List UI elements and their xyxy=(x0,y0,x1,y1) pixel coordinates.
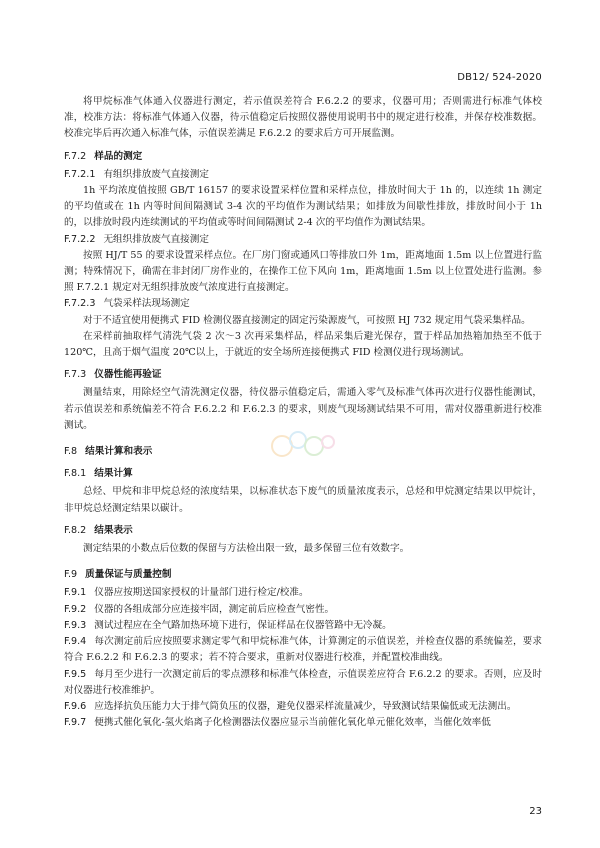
clause-number: F.8.1 xyxy=(64,468,87,480)
clause-number: F.9.5 xyxy=(64,668,87,680)
section-heading xyxy=(64,523,542,539)
section-heading xyxy=(64,149,542,165)
clause-text: 结果计算和表示 xyxy=(85,446,153,458)
body-paragraph: 测量结束，用除烃空气清洗测定仪器，待仪器示值稳定后，需通入零气及标准气体再次进行仪器性能测试，若示值误差和系统偏差不符合 F.6.2.2 和 F.6.2.3 的要求，则废气现场测试结果不可用，需对仪器重新进行校准测试。 xyxy=(64,387,542,431)
clause-item xyxy=(64,618,542,634)
clause-text: 测试过程应在全气路加热环境下进行，保证样品在仪器管路中无冷凝。 xyxy=(94,619,392,631)
clause-item xyxy=(64,602,542,618)
subsection-heading xyxy=(64,167,542,183)
clause-number: F.9.6 xyxy=(64,700,87,712)
clause-text: 每月至少进行一次测定前后的零点漂移和标准气体检查，示值误差应符合 F.6.2.2 的要求。否则，应及时对仪器进行校准维护。 xyxy=(64,668,542,696)
page-number: 23 xyxy=(529,806,542,817)
clause-text: 无组织排放废气直接测定 xyxy=(103,233,209,245)
clause-number: F.9.7 xyxy=(64,717,87,729)
body-paragraph: 将甲烷标准气体通入仪器进行测定，若示值误差符合 F.6.2.2 的要求，仪器可用；否则需进行标准气体校准，校准方法：将标准气体通入仪器，待示值稳定后按照仪器使用说明书中的规定进行校准，并保存校准数据。校准完毕后再次通入标准气体，示值误差满足 F.6.2.2 的要求后方可开展监测。 xyxy=(64,96,542,140)
document-code: DB12/ 524-2020 xyxy=(457,72,542,83)
clause-number: F.7.2.3 xyxy=(64,298,96,310)
clause-number: F.7.2.1 xyxy=(64,168,96,180)
body-paragraph: 对于不适宜使用便携式 FID 检测仪器直接测定的固定污染源废气，可按照 HJ 732 规定用气袋采集样品。 xyxy=(83,314,531,326)
clause-text: 样品的测定 xyxy=(94,150,143,162)
body-paragraph: 按照 HJ/T 55 的要求设置采样点位。在厂房门窗或通风口等排放口外 1m，距离地面 1.5m 以上位置进行监测；特殊情况下，确需在非封闭厂房作业的，在操作工位下风向 1m，距离地面 1.5m 以上位置处进行监测。参照 F.7.2.1 规定对无组织排放废气浓度进行直接测定。 xyxy=(64,249,542,294)
body-paragraph: 测定结果的小数点后位数的保留与方法检出限一致，最多保留三位有效数字。 xyxy=(83,543,410,555)
clause-item xyxy=(64,699,542,715)
clause-number: F.9.4 xyxy=(64,636,87,648)
clause-number: F.7.3 xyxy=(64,369,87,381)
body-paragraph: 在采样前抽取样气清洗气袋 2 次～3 次再采集样品，样品采集后避光保存，置于样品加热箱加热至不低于 120℃，且高于烟气温度 20℃以上，于就近的安全场所连接便携式 FID 检测仪进行现场测试。 xyxy=(64,330,542,359)
clause-number: F.9.1 xyxy=(64,587,87,599)
clause-item xyxy=(64,667,542,699)
clause-number: F.7.2 xyxy=(64,150,87,162)
clause-text: 质量保证与质量控制 xyxy=(85,569,172,581)
document-body xyxy=(64,94,542,731)
subsection-heading xyxy=(64,232,542,248)
body-paragraph: 总烃、甲烷和非甲烷总烃的浓度结果，以标准状态下废气的质量浓度表示，总烃和甲烷测定结果以甲烷计，非甲烷总烃测定结果以碳计。 xyxy=(64,486,542,514)
clause-number: F.8.2 xyxy=(64,524,87,536)
clause-item xyxy=(64,715,542,731)
clause-text: 应选择抗负压能力大于排气筒负压的仪器，避免仪器采样流量减少，导致测试结果偏低或无法测出。 xyxy=(94,700,517,712)
clause-number: F.9.3 xyxy=(64,619,87,631)
clause-text: 便携式催化氧化-氢火焰离子化检测器法仪器应显示当前催化氧化单元催化效率，当催化效率低 xyxy=(94,717,491,729)
section-heading xyxy=(64,567,542,583)
subsection-heading xyxy=(64,296,542,312)
clause-text: 仪器的各组成部分应连接牢固，测定前后应检查气密性。 xyxy=(94,603,335,615)
clause-text: 仪器应按期送国家授权的计量部门进行检定/校准。 xyxy=(94,587,309,599)
clause-text: 气袋采样法现场测定 xyxy=(103,298,190,310)
clause-number: F.8 xyxy=(64,446,78,458)
clause-text: 结果计算 xyxy=(94,468,133,480)
clause-item xyxy=(64,634,542,666)
watermark-logo xyxy=(268,426,338,466)
clause-number: F.9 xyxy=(64,569,78,581)
clause-number: F.7.2.2 xyxy=(64,233,96,245)
clause-text: 仪器性能再验证 xyxy=(94,369,162,381)
section-heading xyxy=(64,367,542,383)
clause-text: 结果表示 xyxy=(94,524,133,536)
section-heading xyxy=(64,466,542,482)
clause-text: 每次测定前后应按照要求测定零气和甲烷标准气体，计算测定的示值误差，并检查仪器的系统偏差，要求符合 F.6.2.2 和 F.6.2.3 的要求；若不符合要求，重新对仪器进行校准，并配置校准曲线。 xyxy=(64,636,542,664)
clause-number: F.9.2 xyxy=(64,603,87,615)
body-paragraph: 1h 平均浓度值按照 GB/T 16157 的要求设置采样位置和采样点位，排放时间大于 1h 的，以连续 1h 测定的平均值或在 1h 内等时间间隔测试 3-4 次的平均值作为测试结果；如排放为间歇性排放，排放时间小于 1h 的，以排放时段内连续测试的平均值或等时间间隔测试 2-4 次的平均值作为测试结果。 xyxy=(64,185,542,229)
clause-item xyxy=(64,585,542,601)
clause-text: 有组织排放废气直接测定 xyxy=(103,168,209,180)
